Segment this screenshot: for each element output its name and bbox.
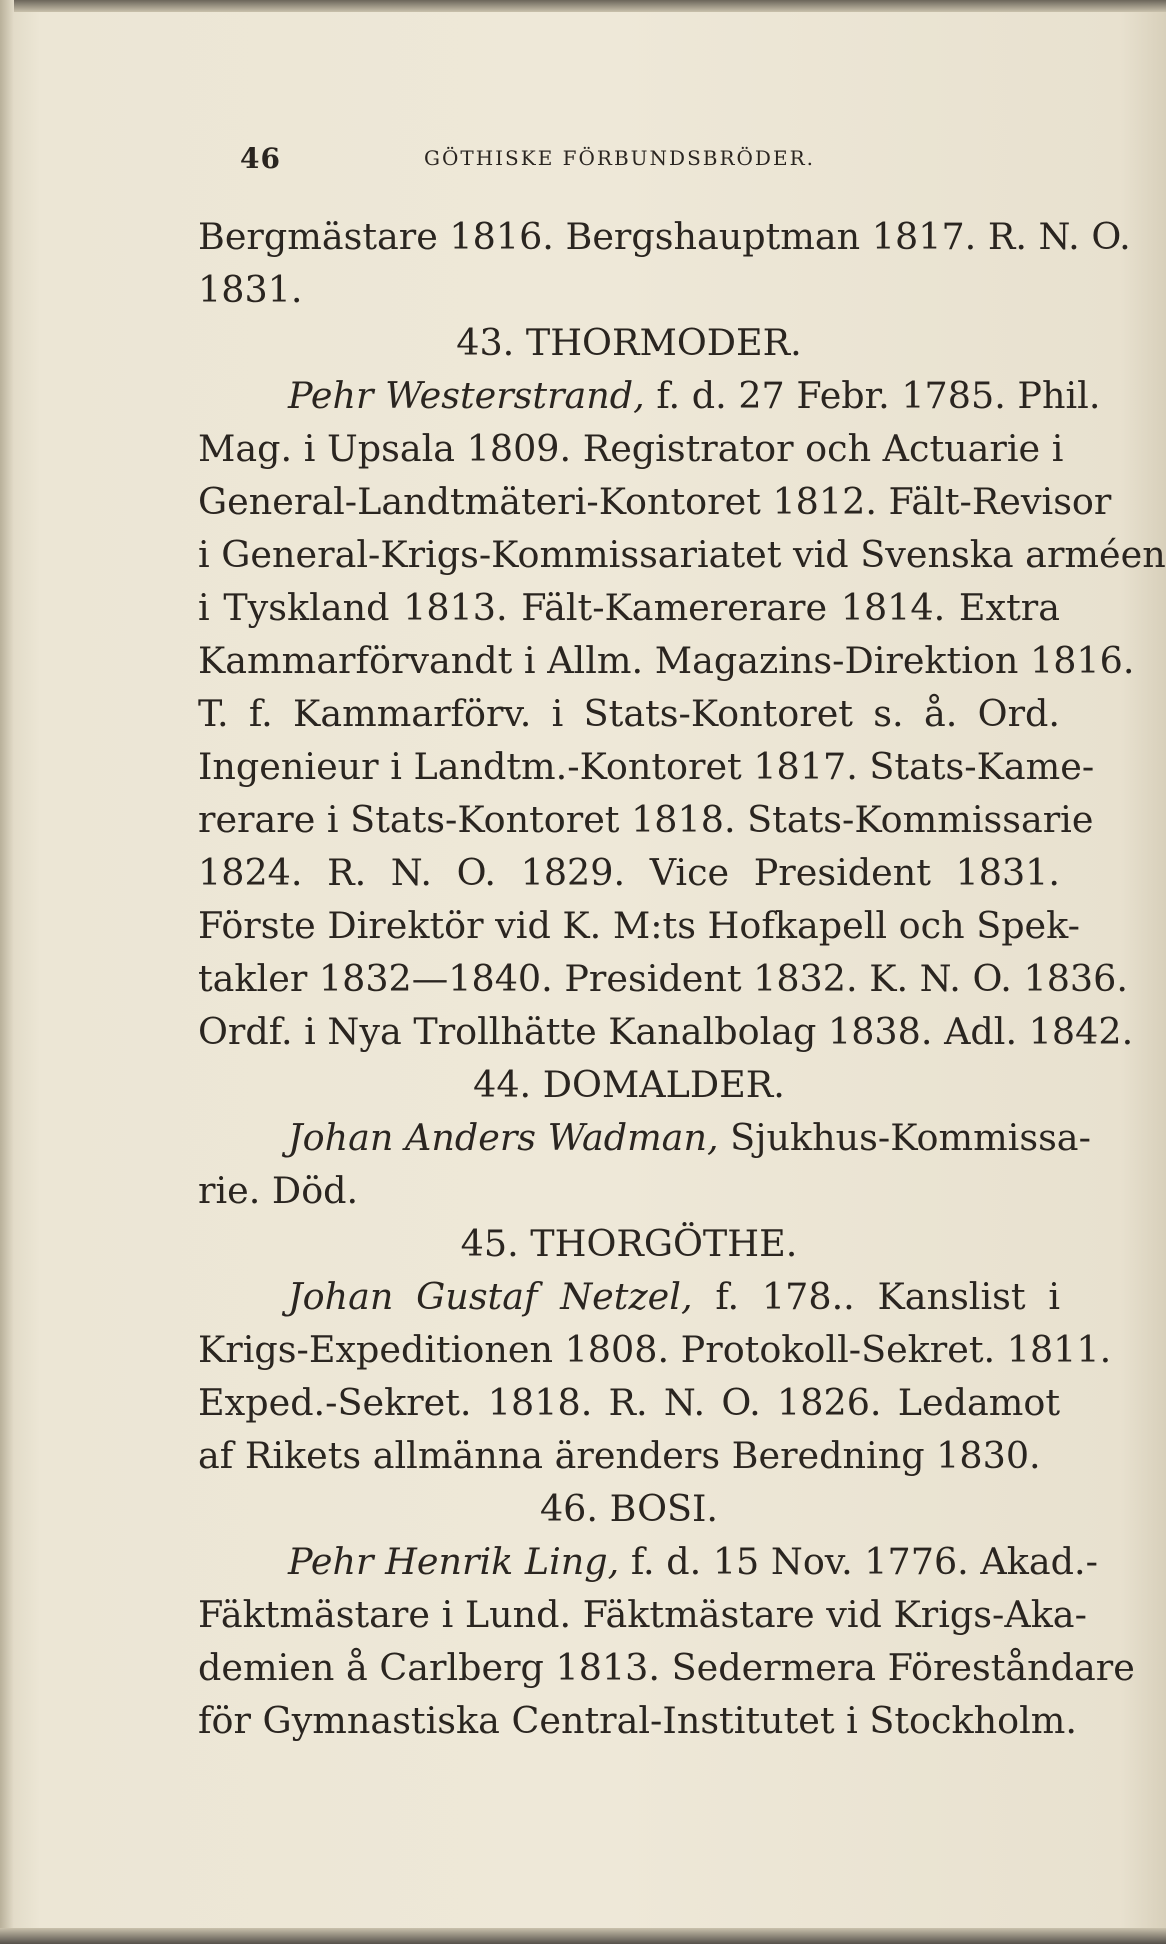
text-line: rie. Död. xyxy=(198,1169,359,1212)
text-line: 1831. xyxy=(198,268,303,311)
entry-text: f. 178.. Kanslist i xyxy=(692,1275,1060,1318)
entry-text: f. d. 27 Febr. 1785. Phil. xyxy=(644,374,1101,417)
entry-first-line xyxy=(198,369,1101,422)
text-line: takler 1832—1840. President 1832. K. N. O. 1836. xyxy=(198,957,1128,1000)
person-name: Pehr Westerstrand, xyxy=(288,374,645,417)
text-line: Exped.-Sekret. 1818. R. N. O. 1826. Ledamot xyxy=(198,1381,1060,1424)
text-line: Förste Direktör vid K. M:ts Hofkapell och Spek- xyxy=(198,904,1080,947)
section-heading: 43. THORMODER. xyxy=(456,321,802,364)
entry-first-line xyxy=(198,1111,1091,1164)
person-name: Pehr Henrik Ling, xyxy=(288,1540,620,1583)
text-line: Mag. i Upsala 1809. Registrator och Actuarie i xyxy=(198,427,1064,470)
text-line: Ingenieur i Landtm.-Kontoret 1817. Stats-Kame- xyxy=(198,745,1095,788)
page-bottom-edge xyxy=(0,1928,1166,1944)
text-line: af Rikets allmänna ärenders Beredning 1830. xyxy=(198,1434,1041,1477)
text-line: Bergmästare 1816. Bergshauptman 1817. R. N. O. xyxy=(198,215,1131,258)
text-line: T. f. Kammarförv. i Stats-Kontoret s. å. Ord. xyxy=(198,692,1060,735)
text-line: i General-Krigs-Kommissariatet vid Svenska arméen xyxy=(198,533,1166,576)
person-name: Johan Gustaf Netzel, xyxy=(288,1275,693,1318)
section-heading: 46. BOSI. xyxy=(539,1487,719,1530)
page-header xyxy=(240,142,940,182)
entry-text: f. d. 15 Nov. 1776. Akad.- xyxy=(619,1540,1098,1583)
entry-text: Sjukhus-Kommissa- xyxy=(718,1116,1091,1159)
page-left-edge xyxy=(0,0,14,1944)
text-line: General-Landtmäteri-Kontoret 1812. Fält-Revisor xyxy=(198,480,1112,523)
page-top-edge xyxy=(0,0,1166,12)
text-line: Kammarförvandt i Allm. Magazins-Direktion 1816. xyxy=(198,639,1135,682)
text-line: för Gymnastiska Central-Institutet i Stockholm. xyxy=(198,1699,1077,1742)
body-text xyxy=(198,210,1166,1747)
entry-first-line xyxy=(198,1535,1098,1588)
section-heading: 45. THORGÖTHE. xyxy=(460,1222,798,1265)
running-title: GÖTHISKE FÖRBUNDSBRÖDER. xyxy=(424,146,815,170)
page-number: 46 xyxy=(240,142,281,175)
entry-first-line xyxy=(198,1270,1060,1323)
text-line: 1824. R. N. O. 1829. Vice President 1831. xyxy=(198,851,1060,894)
text-line: rerare i Stats-Kontoret 1818. Stats-Kommissarie xyxy=(198,798,1094,841)
text-line: Krigs-Expeditionen 1808. Protokoll-Sekret. 1811. xyxy=(198,1328,1112,1371)
text-line: Ordf. i Nya Trollhätte Kanalbolag 1838. Adl. 1842. xyxy=(198,1010,1134,1053)
section-heading: 44. DOMALDER. xyxy=(473,1063,785,1106)
text-line: Fäktmästare i Lund. Fäktmästare vid Krigs-Aka- xyxy=(198,1593,1087,1636)
person-name: Johan Anders Wadman, xyxy=(288,1116,719,1159)
text-line: i Tyskland 1813. Fält-Kamererare 1814. Extra xyxy=(198,586,1060,629)
text-line: demien å Carlberg 1813. Sedermera Föreståndare xyxy=(198,1646,1135,1689)
